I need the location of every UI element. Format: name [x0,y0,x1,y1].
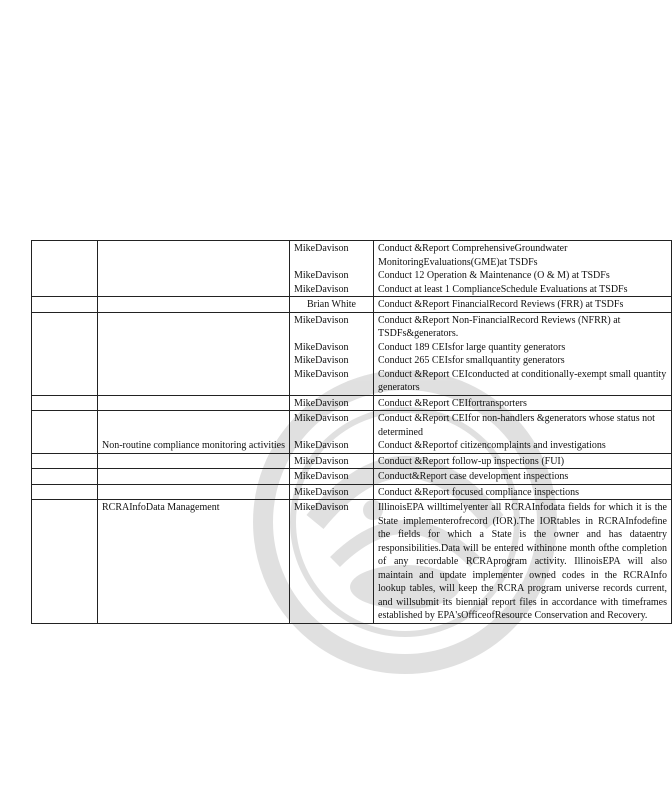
table-row [32,312,672,395]
task-text: Conduct &Report focused compliance inspections [378,486,580,498]
work-plan-table [31,240,672,624]
contact-name: MikeDavison [294,486,349,498]
blank-cell [32,395,98,411]
contact-cell [290,297,374,313]
activity-cell [98,241,290,297]
contact-name: MikeDavison [294,397,349,409]
blank-cell [32,500,98,624]
task-cell [374,312,672,395]
contact-name: MikeDavison [294,355,349,366]
task-cell [374,500,672,624]
contact-cell [290,411,374,454]
activity-label: Non-routine compliance monitoring activities [102,440,286,451]
blank-cell [32,453,98,469]
task-text: Conduct &Report ComprehensiveGroundwater MonitoringEvaluations(GME)at TSDFs [378,243,568,268]
contact-name: MikeDavison [294,283,349,295]
task-text: Conduct &Report CEIfor non-handlers &generators whose status not determined [378,413,655,438]
task-text: Conduct 189 CEIsfor large quantity generators [378,341,566,353]
blank-cell [32,469,98,485]
table-row [32,469,672,485]
contact-cell [290,241,374,297]
table-row [32,297,672,313]
contact-name: MikeDavison [294,341,349,353]
contact-name: MikeDavison [294,455,349,467]
table-row [32,500,672,624]
contact-cell [290,312,374,395]
contact-name: MikeDavison [294,314,349,326]
task-cell [374,484,672,500]
activity-cell [98,500,290,624]
task-text: Conduct 265 CEIsfor smallquantity generators [378,355,565,366]
table-row [32,395,672,411]
table-row [32,453,672,469]
task-text: Conduct 12 Operation & Maintenance (O & M) at TSDFs [378,270,610,281]
task-cell [374,411,672,454]
task-cell [374,241,672,297]
contact-cell [290,453,374,469]
blank-cell [32,297,98,313]
activity-cell [98,484,290,500]
table-row [32,411,672,454]
contact-cell [290,395,374,411]
contact-spacer [294,327,369,341]
contact-name: MikeDavison [294,368,349,380]
activity-spacer [102,426,285,440]
contact-name: MikeDavison [294,243,349,254]
blank-cell [32,312,98,395]
contact-cell [290,469,374,485]
activity-cell [98,469,290,485]
task-text: Conduct &Report Non-FinancialRecord Reviews (NFRR) at TSDFs&generators. [378,314,621,339]
task-cell [374,469,672,485]
task-text: Conduct&Report case development inspections [378,471,569,482]
contact-name: MikeDavison [294,502,349,513]
activity-cell [98,395,290,411]
activity-cell [98,297,290,313]
activity-cell [98,312,290,395]
table-row [32,484,672,500]
blank-cell [32,241,98,297]
contact-cell [290,484,374,500]
activity-spacer [102,412,285,426]
contact-name: MikeDavison [294,413,349,424]
contact-name: Brian White [307,299,356,310]
contact-spacer [294,256,369,270]
task-text: Conduct at least 1 ComplianceSchedule Evaluations at TSDFs [378,283,628,295]
activity-cell [98,453,290,469]
task-cell [374,297,672,313]
task-cell [374,453,672,469]
contact-spacer [294,426,369,440]
activity-label: RCRAInfoData Management [102,502,220,513]
contact-name: MikeDavison [294,270,349,281]
blank-cell [32,411,98,454]
task-text: IllinoisEPA willtimelyenter all RCRAInfodata fields for which it is the State implementerofrecord (IOR).The IORtables in RCRAInfodefine the fields for which a State is the owner and has dataentry responsibilities.Data will be entered withinone month ofthe completion of any recordable RCRAprogram activity. IllinoisEPA will also maintain and update implementer owned codes in the RCRAInfo lookup tables, will keep the RCRA program universe records current, and willsubmit its biennial report files in accordance with timeframes established by EPA'sOfficeofResource Conservation and Recovery. [378,502,667,621]
contact-cell [290,500,374,624]
task-text: Conduct &Report follow-up inspections (FUI) [378,455,565,467]
table-row [32,241,672,297]
task-cell [374,395,672,411]
activity-cell [98,411,290,454]
task-text: Conduct &Report FinancialRecord Reviews (FRR) at TSDFs [378,299,624,310]
task-text: Conduct &Reportof citizencomplaints and investigations [378,440,606,451]
blank-cell [32,484,98,500]
contact-name: MikeDavison [294,471,349,482]
task-text: Conduct &Report CEIconducted at conditionally-exempt small quantity generators [378,368,667,393]
task-text: Conduct &Report CEIfortransporters [378,397,527,409]
contact-name: MikeDavison [294,440,349,451]
